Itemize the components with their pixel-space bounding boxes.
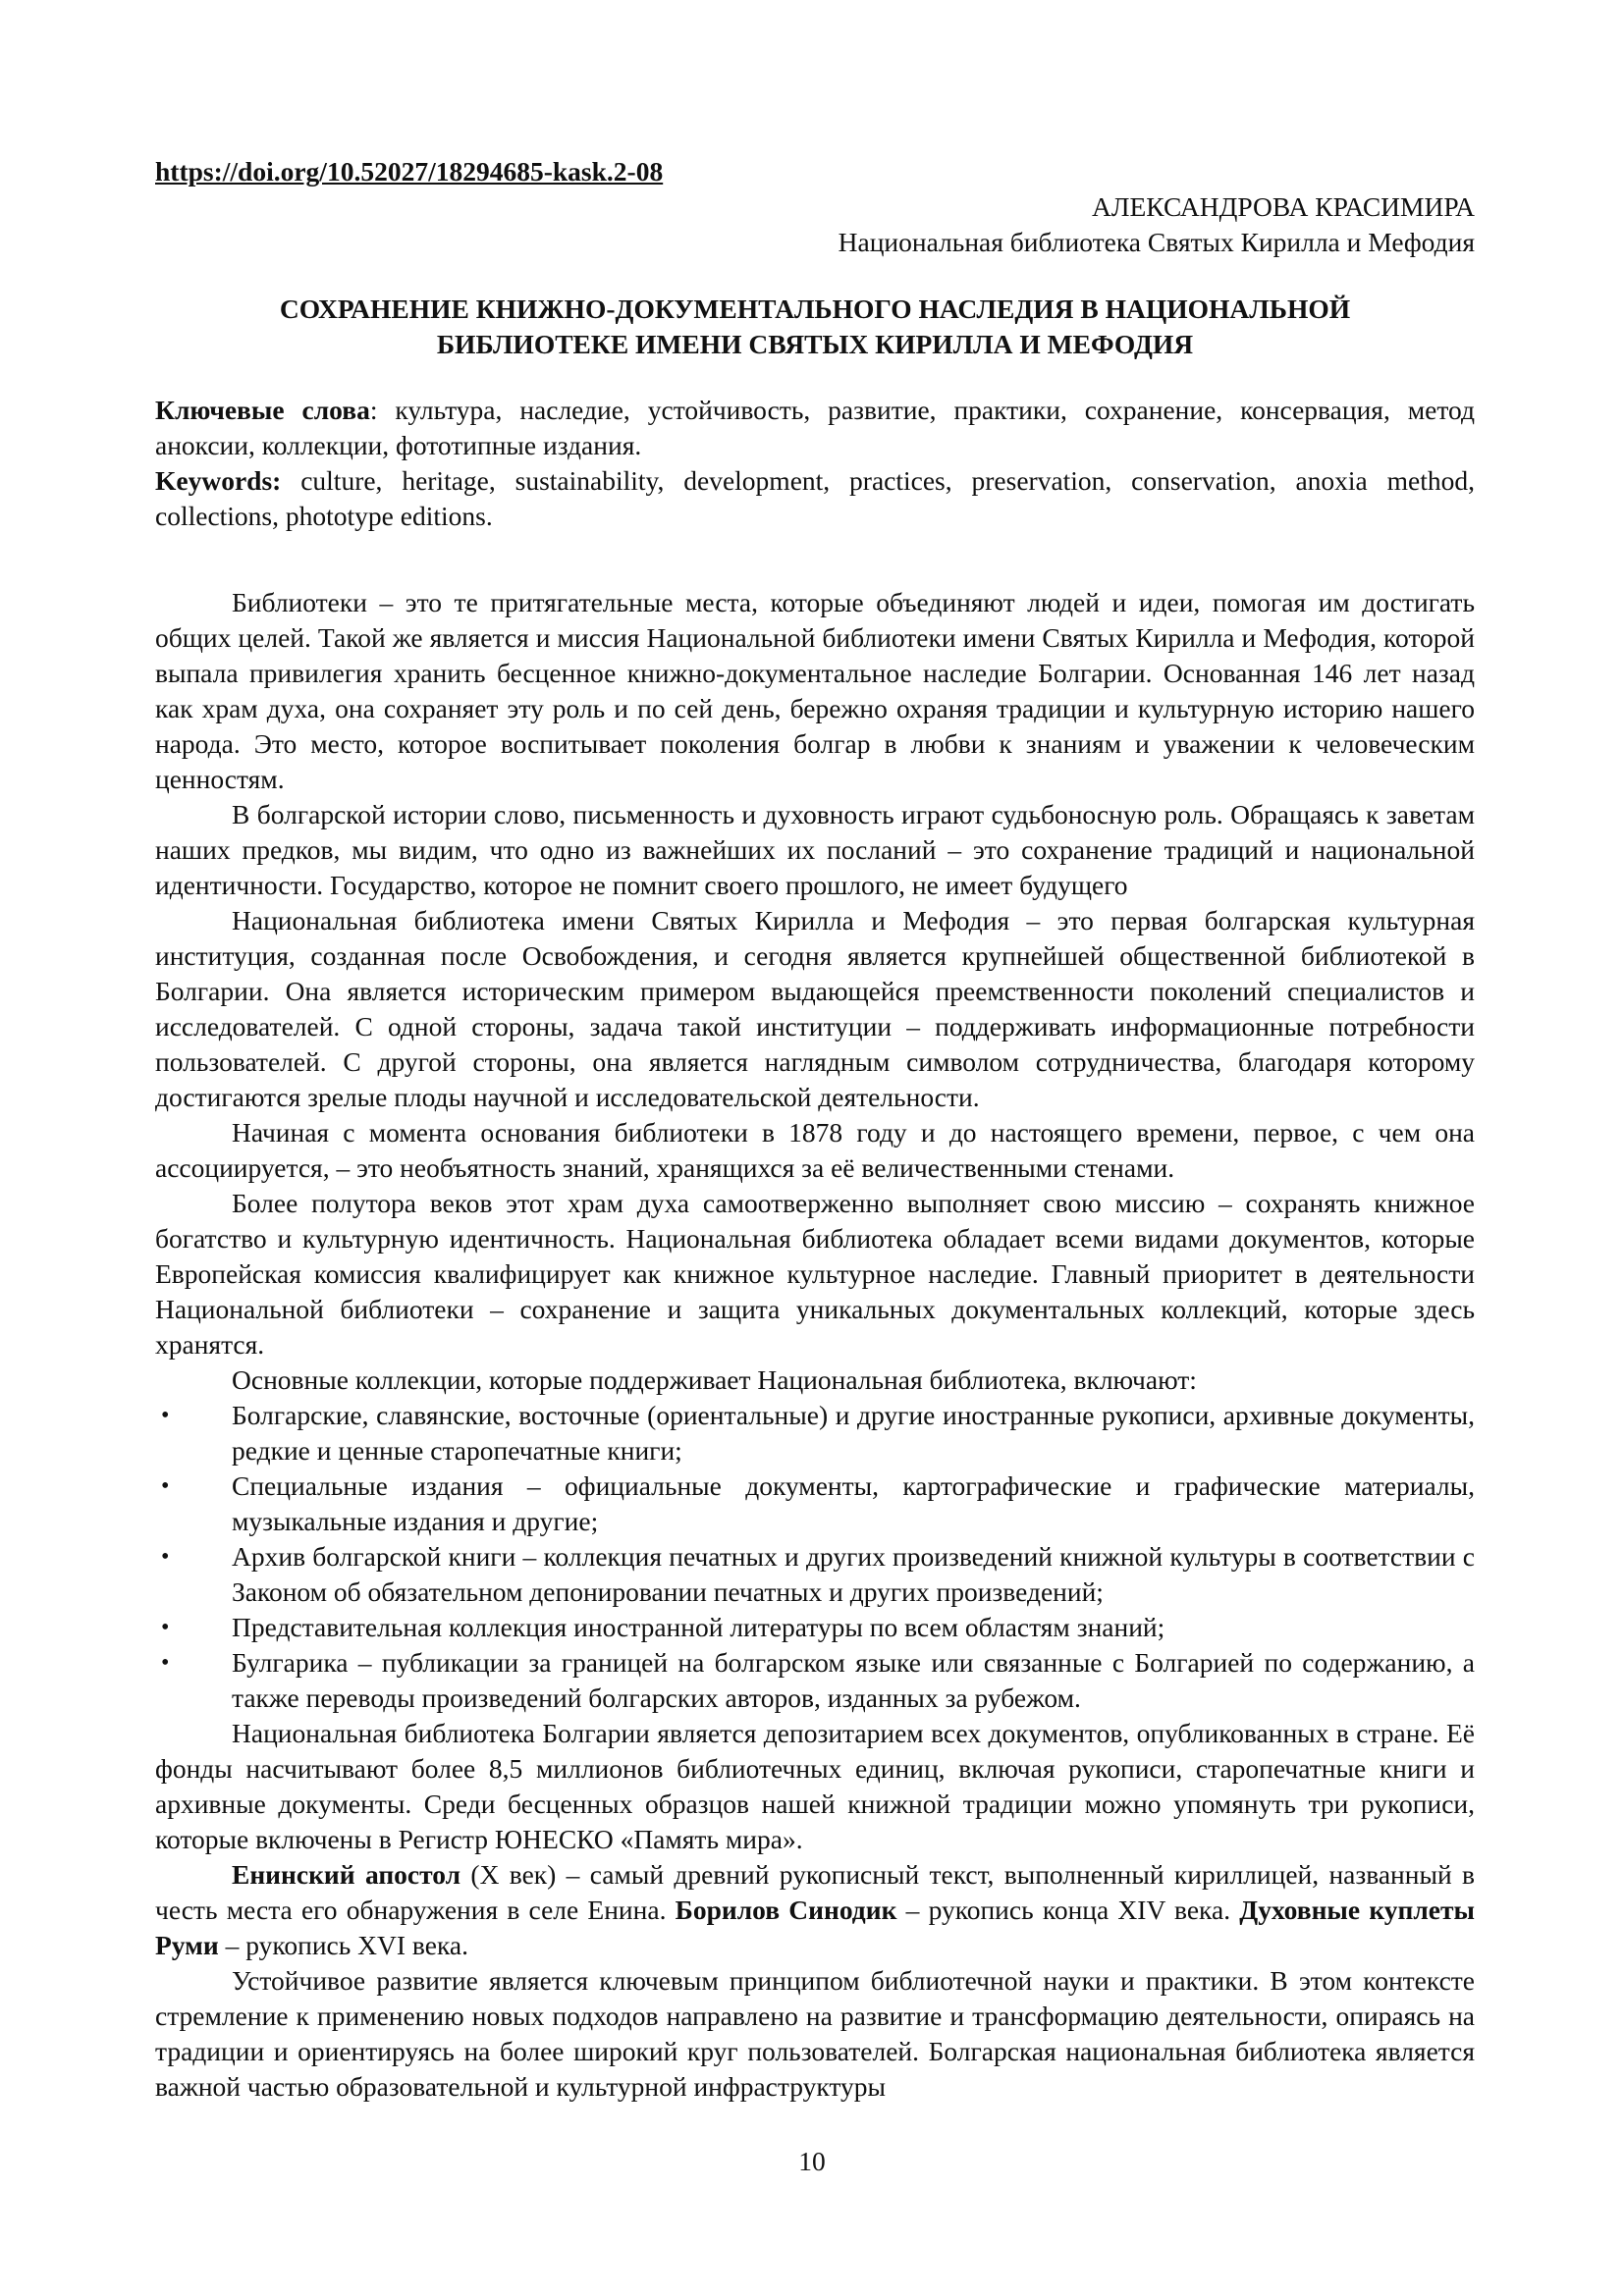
list-item xyxy=(155,1468,1475,1539)
paragraph-text: (X век) – самый древний рукописный текст, выполненный кириллицей, названный в честь места его обнаружения в селе Енина. xyxy=(155,1859,1475,1925)
list-item-text: Булгарика – публикации за границей на болгарском языке или связанные с Болгарией по содержанию, а также переводы произведений болгарских авторов, изданных за рубежом. xyxy=(232,1647,1475,1713)
paragraph-manuscripts xyxy=(155,1857,1475,1963)
bullet-icon: • xyxy=(161,1473,170,1499)
paragraph: Основные коллекции, которые поддерживает Национальная библиотека, включают: xyxy=(232,1364,1197,1395)
bullet-icon: • xyxy=(161,1650,170,1676)
keywords-ru xyxy=(155,393,1475,463)
author-affiliation: Национальная библиотека Святых Кирилла и Мефодия xyxy=(838,227,1475,257)
paragraph: Устойчивое развитие является ключевым принципом библиотечной науки и практики. В этом контексте стремление к применению новых подходов направлено на развитие и трансформацию деятельности, опираясь на традиции и ориентируясь на более широкий круг пользователей. Болгарская национальная библиотека является важной частью образовательной и культурной инфраструктуры xyxy=(155,1965,1475,2102)
doi-link[interactable]: https://doi.org/10.52027/18294685-kask.2-08 xyxy=(155,156,664,187)
keywords-section xyxy=(155,393,1475,534)
collections-list xyxy=(155,1398,1475,1716)
list-item xyxy=(155,1645,1475,1716)
paper-title xyxy=(155,292,1475,362)
page-number: 10 xyxy=(798,2146,826,2176)
title-line-1: СОХРАНЕНИЕ КНИЖНО-ДОКУМЕНТАЛЬНОГО НАСЛЕДИЯ В НАЦИОНАЛЬНОЙ xyxy=(279,294,1351,324)
list-item-text: Представительная коллекция иностранной литературы по всем областям знаний; xyxy=(232,1612,1165,1642)
paragraph: Библиотеки – это те притягательные места, которые объединяют людей и идеи, помогая им достигать общих целей. Такой же является и миссия Национальной библиотеки имени Святых Кирилла и Мефодия, которой выпала привилегия хранить бесценное книжно-документальное наследие Болгарии. Основанная 146 лет назад как храм духа, она сохраняет эту роль и по сей день, бережно охраняя традиции и культурную историю нашего народа. Это место, которое воспитывает поколения болгар в любви к знаниям и уважении к человеческим ценностям. xyxy=(155,587,1475,794)
list-item-text: Болгарские, славянские, восточные (ориентальные) и другие иностранные рукописи, архивные документы, редкие и ценные старопечатные книги; xyxy=(232,1400,1475,1466)
bullet-icon: • xyxy=(161,1403,170,1428)
paragraph: Национальная библиотека Болгарии является депозитарием всех документов, опубликованных в стране. Её фонды насчитывают более 8,5 миллионов библиотечных единиц, включая рукописи, старопечатные книги и архивные документы. Среди бесценных образцов нашей книжной традиции можно упомянуть три рукописи, которые включены в Регистр ЮНЕСКО «Память мира». xyxy=(155,1718,1475,1854)
manuscript-name: Духовные куплеты Руми xyxy=(155,1895,1475,1960)
paragraph: В болгарской истории слово, письменность и духовность играют судьбоносную роль. Обращаясь к заветам наших предков, мы видим, что одно из важнейших их посланий – это сохранение традиций и национальной идентичности. Государство, которое не помнит своего прошлого, не имеет будущего xyxy=(155,799,1475,900)
paragraph: Национальная библиотека имени Святых Кирилла и Мефодия – это первая болгарская культурная институция, созданная после Освобождения, и сегодня является крупнейшей общественной библиотекой в Болгарии. Она является историческим примером выдающейся преемственности поколений специалистов и исследователей. С одной стороны, задача такой институции – поддерживать информационные потребности пользователей. С другой стороны, она является наглядным символом сотрудничества, благодаря которому достигаются зрелые плоды научной и исследовательской деятельности. xyxy=(155,905,1475,1112)
keywords-ru-label: Ключевые слова xyxy=(155,395,370,425)
bullet-icon: • xyxy=(161,1615,170,1640)
list-item xyxy=(155,1610,1475,1645)
list-item xyxy=(155,1539,1475,1610)
paragraph-text: – рукопись конца XIV века. xyxy=(896,1895,1240,1925)
keywords-en xyxy=(155,463,1475,534)
author-name: АЛЕКСАНДРОВА КРАСИМИРА xyxy=(1091,191,1475,222)
keywords-en-text: culture, heritage, sustainability, development, practices, preservation, conservation, anoxia method, collections, phototype editions. xyxy=(155,465,1475,531)
keywords-ru-text: : культура, наследие, устойчивость, развитие, практики, сохранение, консервация, метод аноксии, коллекции, фототипные издания. xyxy=(155,395,1475,460)
title-line-2: БИБЛИОТЕКЕ ИМЕНИ СВЯТЫХ КИРИЛЛА И МЕФОДИЯ xyxy=(436,329,1194,359)
bullet-icon: • xyxy=(161,1544,170,1570)
list-item-text: Архив болгарской книги – коллекция печатных и других произведений книжной культуры в соответствии с Законом об обязательном депонировании печатных и других произведений; xyxy=(232,1541,1475,1607)
manuscript-name: Борилов Синодик xyxy=(675,1895,897,1925)
keywords-en-label: Keywords: xyxy=(155,465,282,496)
paragraph: Более полутора веков этот храм духа самоотверженно выполняет свою миссию – сохранять книжное богатство и культурную идентичность. Национальная библиотека обладает всеми видами документов, которые Европейская комиссия квалифицирует как книжное культурное наследие. Главный приоритет в деятельности Национальной библиотеки – сохранение и защита уникальных документальных коллекций, которые здесь хранятся. xyxy=(155,1188,1475,1360)
paragraph-text: – рукопись XVI века. xyxy=(218,1930,468,1960)
paragraph: Начиная с момента основания библиотеки в 1878 году и до настоящего времени, первое, с чем она ассоциируется, – это необъятность знаний, хранящихся за её величественными стенами. xyxy=(155,1117,1475,1183)
main-text xyxy=(155,585,1475,2105)
manuscript-name: Енинский апостол xyxy=(232,1859,461,1890)
body-text xyxy=(155,393,1475,2105)
list-item xyxy=(155,1398,1475,1468)
author-block xyxy=(839,189,1475,260)
list-item-text: Специальные издания – официальные документы, картографические и графические материалы, музыкальные издания и другие; xyxy=(232,1470,1475,1536)
